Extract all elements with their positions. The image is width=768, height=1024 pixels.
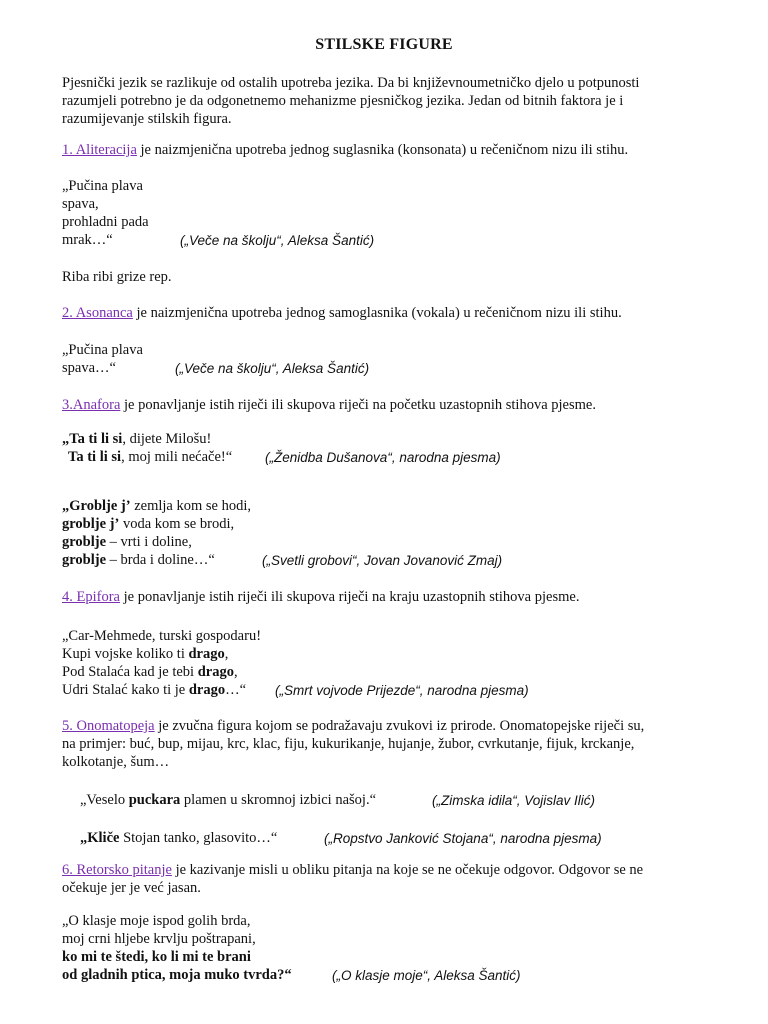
example-pre: „Veselo [80,792,129,808]
anafora-definition: je ponavljanje istih riječi ili skupova riječi na početku uzastopnih stihova pjesme. [120,397,596,413]
verse-line: „Car-Mehmede, turski gospodaru! [62,628,262,644]
verse-tail: , [224,646,229,662]
intro-line-3: razumijevanje stilskih figura. [62,111,232,127]
verse-line [62,515,234,533]
section-anafora-heading [62,396,596,414]
section-epifora-heading [62,588,579,606]
retorsko-pitanje-definition: je kazivanje misli u obliku pitanja na koje se ne očekuje odgovor. Odgovor se ne [171,862,644,878]
verse-bold: Ta ti li si [68,449,122,465]
epifora-definition: je ponavljanje istih riječi ili skupova riječi na kraju uzastopnih stihova pjesme. [119,589,580,605]
section-aliteracija-heading [62,141,628,159]
verse-line: moj crni hljebe krvlju poštrapani, [62,931,256,947]
example-post: Stojan tanko, glasovito…“ [119,830,278,846]
retorsko-pitanje-definition-line-2: očekuje jer je već jasan. [62,880,201,896]
retorsko-pitanje-term-link[interactable]: 6. Retorsko pitanje [62,862,172,878]
verse-tail: …“ [225,682,247,698]
verse-line [62,551,215,569]
example-line [80,791,376,809]
verse-source: („Svetli grobovi“, Jovan Jovanović Zmaj) [262,553,503,568]
example-bold: „Kliče [80,830,120,846]
verse-bold: groblje [62,552,107,568]
verse-line: ko mi te štedi, ko li mi te brani [62,949,251,965]
document-title: STILSKE FIGURE [315,36,453,53]
verse-line [62,645,228,663]
verse-rest: voda kom se brodi, [119,516,235,532]
verse-bold: drago [188,646,225,662]
intro-line-1: Pjesnički jezik se razlikuje od ostalih upotreba jezika. Da bi književnoumetničko djelo u potpunosti [62,75,640,91]
verse-rest: – brda i doline…“ [106,552,215,568]
verse-bold: groblje j’ [62,516,120,532]
verse-bold: groblje [62,534,107,550]
verse-rest: , dijete Milošu! [122,431,212,447]
verse-line [62,430,211,448]
verse-source: („Ženidba Dušanova“, narodna pjesma) [265,450,501,465]
verse-rest: zemlja kom se hodi, [130,498,251,514]
onomatopeja-definition-line-3: kolkotanje, šum… [62,754,170,770]
asonanca-definition: je naizmjenična upotreba jednog samoglasnika (vokala) u rečeničnom nizu ili stihu. [132,305,622,321]
aliteracija-definition: je naizmjenična upotreba jednog suglasnika (konsonata) u rečeničnom nizu ili stihu. [136,142,629,158]
verse-bold: „Ta ti li si [62,431,123,447]
verse-line: od gladnih ptica, moja muko tvrda?“ [62,967,292,983]
intro-line-2: razumjeli potrebno je da odgonetnemo mehanizme pjesničkog jezika. Jedan od bitnih faktora je i [62,93,624,109]
example-bold: puckara [128,792,181,808]
verse-source: („O klasje moje“, Aleksa Šantić) [332,968,521,983]
verse-line [62,497,251,515]
verse-line: spava…“ [62,360,116,376]
section-asonanca-heading [62,304,622,322]
example-source: („Ropstvo Janković Stojana“, narodna pjesma) [324,831,602,846]
verse-line: mrak…“ [62,232,113,248]
verse-line [68,448,232,466]
example-source: („Zimska idila“, Vojislav Ilić) [432,793,596,808]
aliteracija-example: Riba ribi grize rep. [62,269,172,285]
onomatopeja-definition: je zvučna figura kojom se podražavaju zvukovi iz prirode. Onomatopejske riječi su, [154,718,645,734]
verse-line: prohladni pada [62,214,149,230]
asonanca-term-link[interactable]: 2. Asonanca [62,305,133,321]
verse-line: „O klasje moje ispod golih brda, [62,913,251,929]
verse-rest: Udri Stalać kako ti je [62,682,189,698]
onomatopeja-term-link[interactable]: 5. Onomatopeja [62,718,155,734]
verse-bold: „Groblje j’ [62,498,131,514]
verse-line: „Pučina plava [62,342,143,358]
onomatopeja-definition-line-2: na primjer: buć, bup, mijau, krc, klac, fiju, kukurikanje, hujanje, žubor, cvrkutanje, fijuk, krckanje, [62,736,635,752]
verse-source: („Veče na školju“, Aleksa Šantić) [180,233,375,248]
verse-line: spava, [62,196,99,212]
verse-bold: drago [197,664,234,680]
verse-line [62,663,238,681]
anafora-term-link[interactable]: 3.Anafora [62,397,121,413]
verse-tail: , [233,664,238,680]
verse-source: („Smrt vojvode Prijezde“, narodna pjesma) [275,683,529,698]
aliteracija-term-link[interactable]: 1. Aliteracija [62,142,137,158]
example-post: plamen u skromnoj izbici našoj.“ [180,792,377,808]
verse-line [62,533,192,551]
verse-rest: Pod Stalaća kad je tebi [62,664,198,680]
verse-rest: , moj mili nećače!“ [121,449,233,465]
section-retorsko-pitanje-heading [62,861,643,879]
example-line [80,829,277,847]
verse-rest: Kupi vojske koliko ti [62,646,189,662]
verse-bold: drago [188,682,226,698]
section-onomatopeja-heading [62,717,644,735]
verse-source: („Veče na školju“, Aleksa Šantić) [175,361,370,376]
verse-line [62,681,246,699]
epifora-term-link[interactable]: 4. Epifora [62,589,120,605]
verse-line: „Pučina plava [62,178,143,194]
verse-rest: – vrti i doline, [106,534,192,550]
